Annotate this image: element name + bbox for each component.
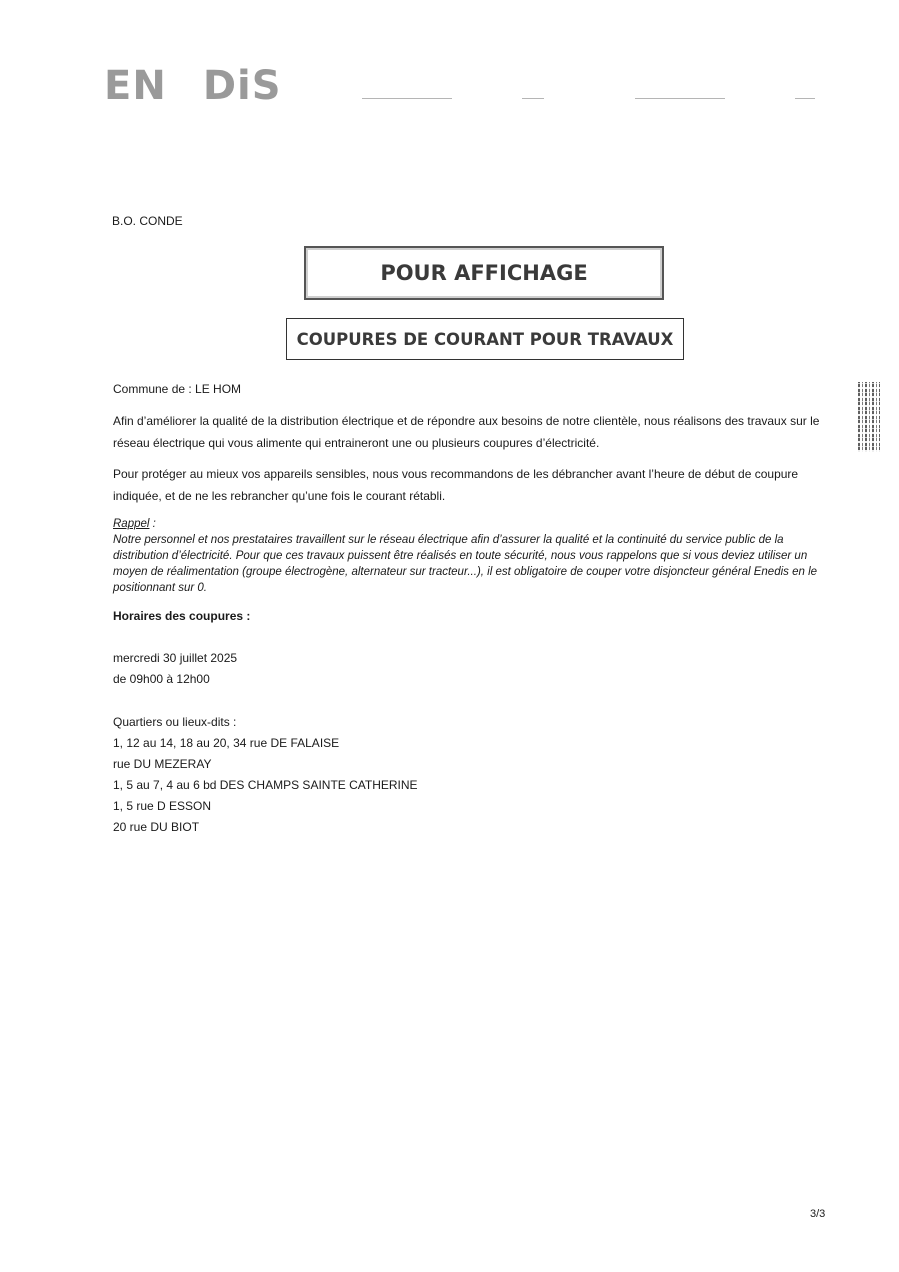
intro-paragraph: Afin d’améliorer la qualité de la distribution électrique et de répondre aux besoins de notre clientèle, nous réalisons des travaux sur le réseau électrique qui vous alimente qui entraineront une ou plusieurs coupures d’électricité. [113,414,820,450]
schedule [113,648,237,690]
list-item: rue DU MEZERAY [113,757,212,771]
header-rule [635,98,725,99]
commune-line: Commune de : LE HOM [113,382,242,396]
header-rule [522,98,544,99]
rappel-text: Notre personnel et nos prestataires travaillent sur le réseau électrique afin d’assurer la qualité et la continuité du service public de la distribution d’électricité. Pour que ces travaux puissent être réalisés en toute sécurité, nous vous rappelons que si vous deviez utiliser un moyen de réalimentation (groupe électrogène, alternateur sur tracteur...), il est obligatoire de couper votre disjoncteur général Enedis en le positionnant sur 0. [113,534,818,594]
logo-left: EN [104,63,167,109]
list-item: 1, 5 rue D ESSON [113,799,212,813]
recommendation-paragraph: Pour protéger au mieux vos appareils sensibles, nous vous recommandons de les débrancher avant l’heure de début de coupure indiquée, et de ne les rebrancher qu’une fois le courant rétabli. [113,467,799,503]
quartiers-title: Quartiers ou lieux-dits : [113,715,237,729]
page-number: 3/3 [810,1208,826,1220]
outage-time: de 09h00 à 12h00 [113,672,210,686]
subtitle-box [286,318,684,360]
rappel-block: Rappel : Notre personnel et nos prestataires travaillent sur le réseau électrique afin d’assurer la qualité et la continuité du service public de la distribution d’électricité. Pour que ces travaux puissent être réalisés en toute sécurité, nous vous rappelons que si vous deviez utiliser un moyen de réalimentation (groupe électrogène, alternateur sur tracteur...), il est obligatoire de couper votre disjoncteur général Enedis en le positionnant sur 0. [113,516,828,596]
enedis-logo [104,63,282,109]
title-box [304,246,664,300]
logo-right: DiS [202,63,282,109]
title-text: POUR AFFICHAGE [380,261,588,285]
agency-name: B.O. CONDE [112,214,183,228]
rappel-label: Rappel [113,518,150,530]
list-item: 1, 12 au 14, 18 au 20, 34 rue DE FALAISE [113,736,340,750]
margin-print-mark [14,890,30,1030]
quartiers-section [113,712,418,838]
horaires-title: Horaires des coupures : [113,609,251,623]
list-item: 1, 5 au 7, 4 au 6 bd DES CHAMPS SAINTE CATHERINE [113,778,418,792]
subtitle-text: COUPURES DE COURANT POUR TRAVAUX [296,329,674,349]
outage-date: mercredi 30 juillet 2025 [113,651,238,665]
list-item: 20 rue DU BIOT [113,820,200,834]
datamatrix-code [858,382,880,452]
header-rule [795,98,815,99]
header-rule [362,98,452,99]
